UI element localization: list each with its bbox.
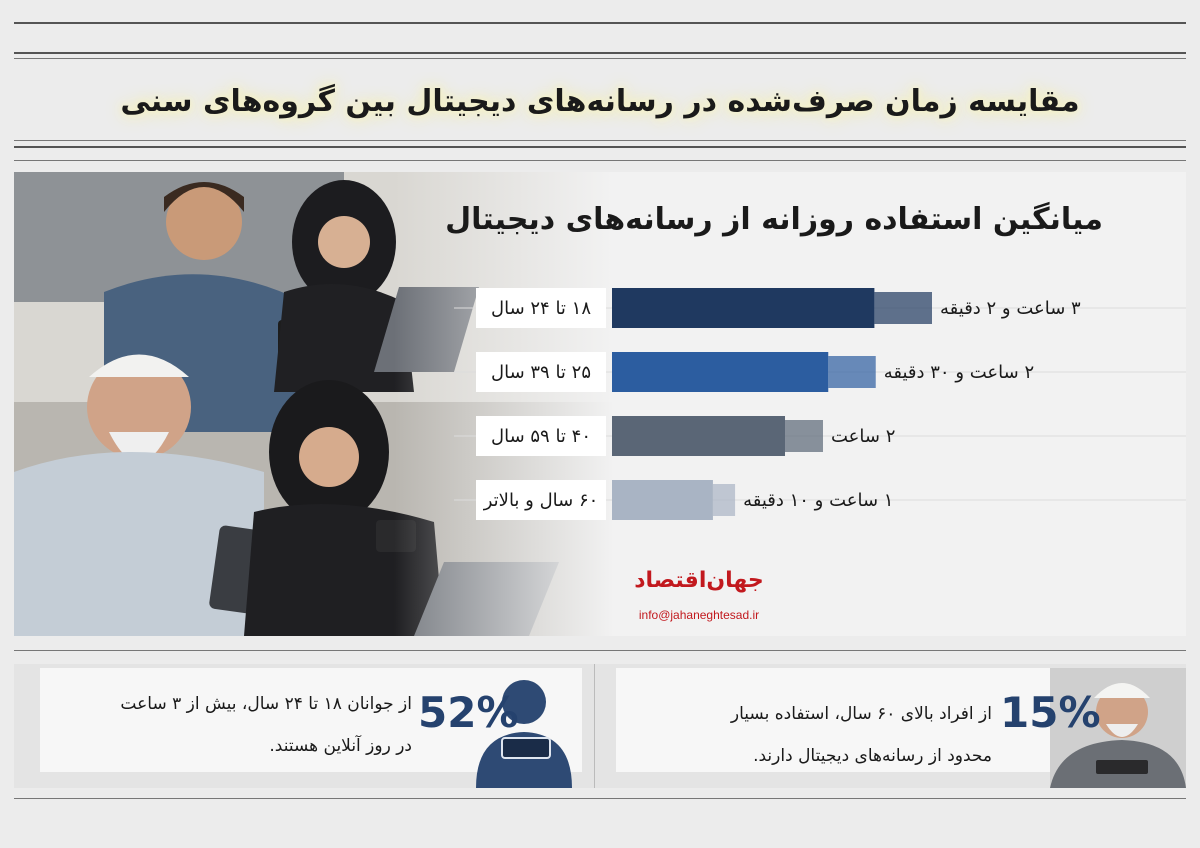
chart-title: میانگین استفاده روزانه از رسانه‌های دیجیتال (445, 202, 1103, 237)
title-rule-top-2 (14, 58, 1186, 59)
title-rule-bottom (14, 146, 1186, 148)
value-label-2: ۲ ساعت و ۳۰ دقیقه (883, 361, 1035, 383)
top-rule (14, 22, 1186, 24)
title-rule-top (14, 52, 1186, 54)
bar-3-tail (785, 420, 823, 452)
bar-2-tail (828, 356, 875, 388)
stats-divider (594, 664, 595, 788)
stat-text-youth-line1: از جوانان ۱۸ تا ۲۴ سال، بیش از ۳ ساعت (120, 694, 412, 714)
bar-2 (612, 352, 828, 392)
value-label-4: ۱ ساعت و ۱۰ دقیقه (743, 489, 894, 511)
bar-chart (14, 172, 1186, 636)
value-label-1: ۳ ساعت و ۲ دقیقه (940, 297, 1081, 319)
stat-percent-elderly: 15% (1000, 688, 1101, 737)
page-title (0, 66, 1200, 136)
stat-text-elderly-line2: محدود از رسانه‌های دیجیتال دارند. (753, 746, 992, 766)
brand-email: info@jahaneghtesad.ir (638, 608, 760, 622)
bar-1 (612, 288, 874, 328)
hero-rule (14, 160, 1186, 161)
brand-logo: جهان‌اقتصاد (634, 568, 764, 593)
bottom-rule (14, 650, 1186, 651)
chart-panel (14, 172, 1186, 636)
bar-3 (612, 416, 785, 456)
category-label-3: ۴۰ تا ۵۹ سال (476, 416, 606, 456)
footer-rule (14, 798, 1186, 799)
title-rule-bottom-2 (14, 140, 1186, 141)
stat-text-youth-line2: در روز آنلاین هستند. (269, 736, 412, 756)
category-label-1: ۱۸ تا ۲۴ سال (476, 288, 606, 328)
category-label-2: ۲۵ تا ۳۹ سال (476, 352, 606, 392)
category-label-4: ۶۰ سال و بالاتر (476, 480, 606, 520)
stat-text-elderly-line1: از افراد بالای ۶۰ سال، استفاده بسیار (730, 704, 992, 724)
bar-4 (612, 480, 713, 520)
bar-4-tail (713, 484, 735, 516)
bar-1-tail (874, 292, 932, 324)
stat-percent-youth: 52% (418, 688, 519, 737)
value-label-3: ۲ ساعت (830, 425, 896, 447)
page-title-text: مقایسه زمان صرف‌شده در رسانه‌های دیجیتال بین گروه‌های سنی (120, 83, 1080, 119)
